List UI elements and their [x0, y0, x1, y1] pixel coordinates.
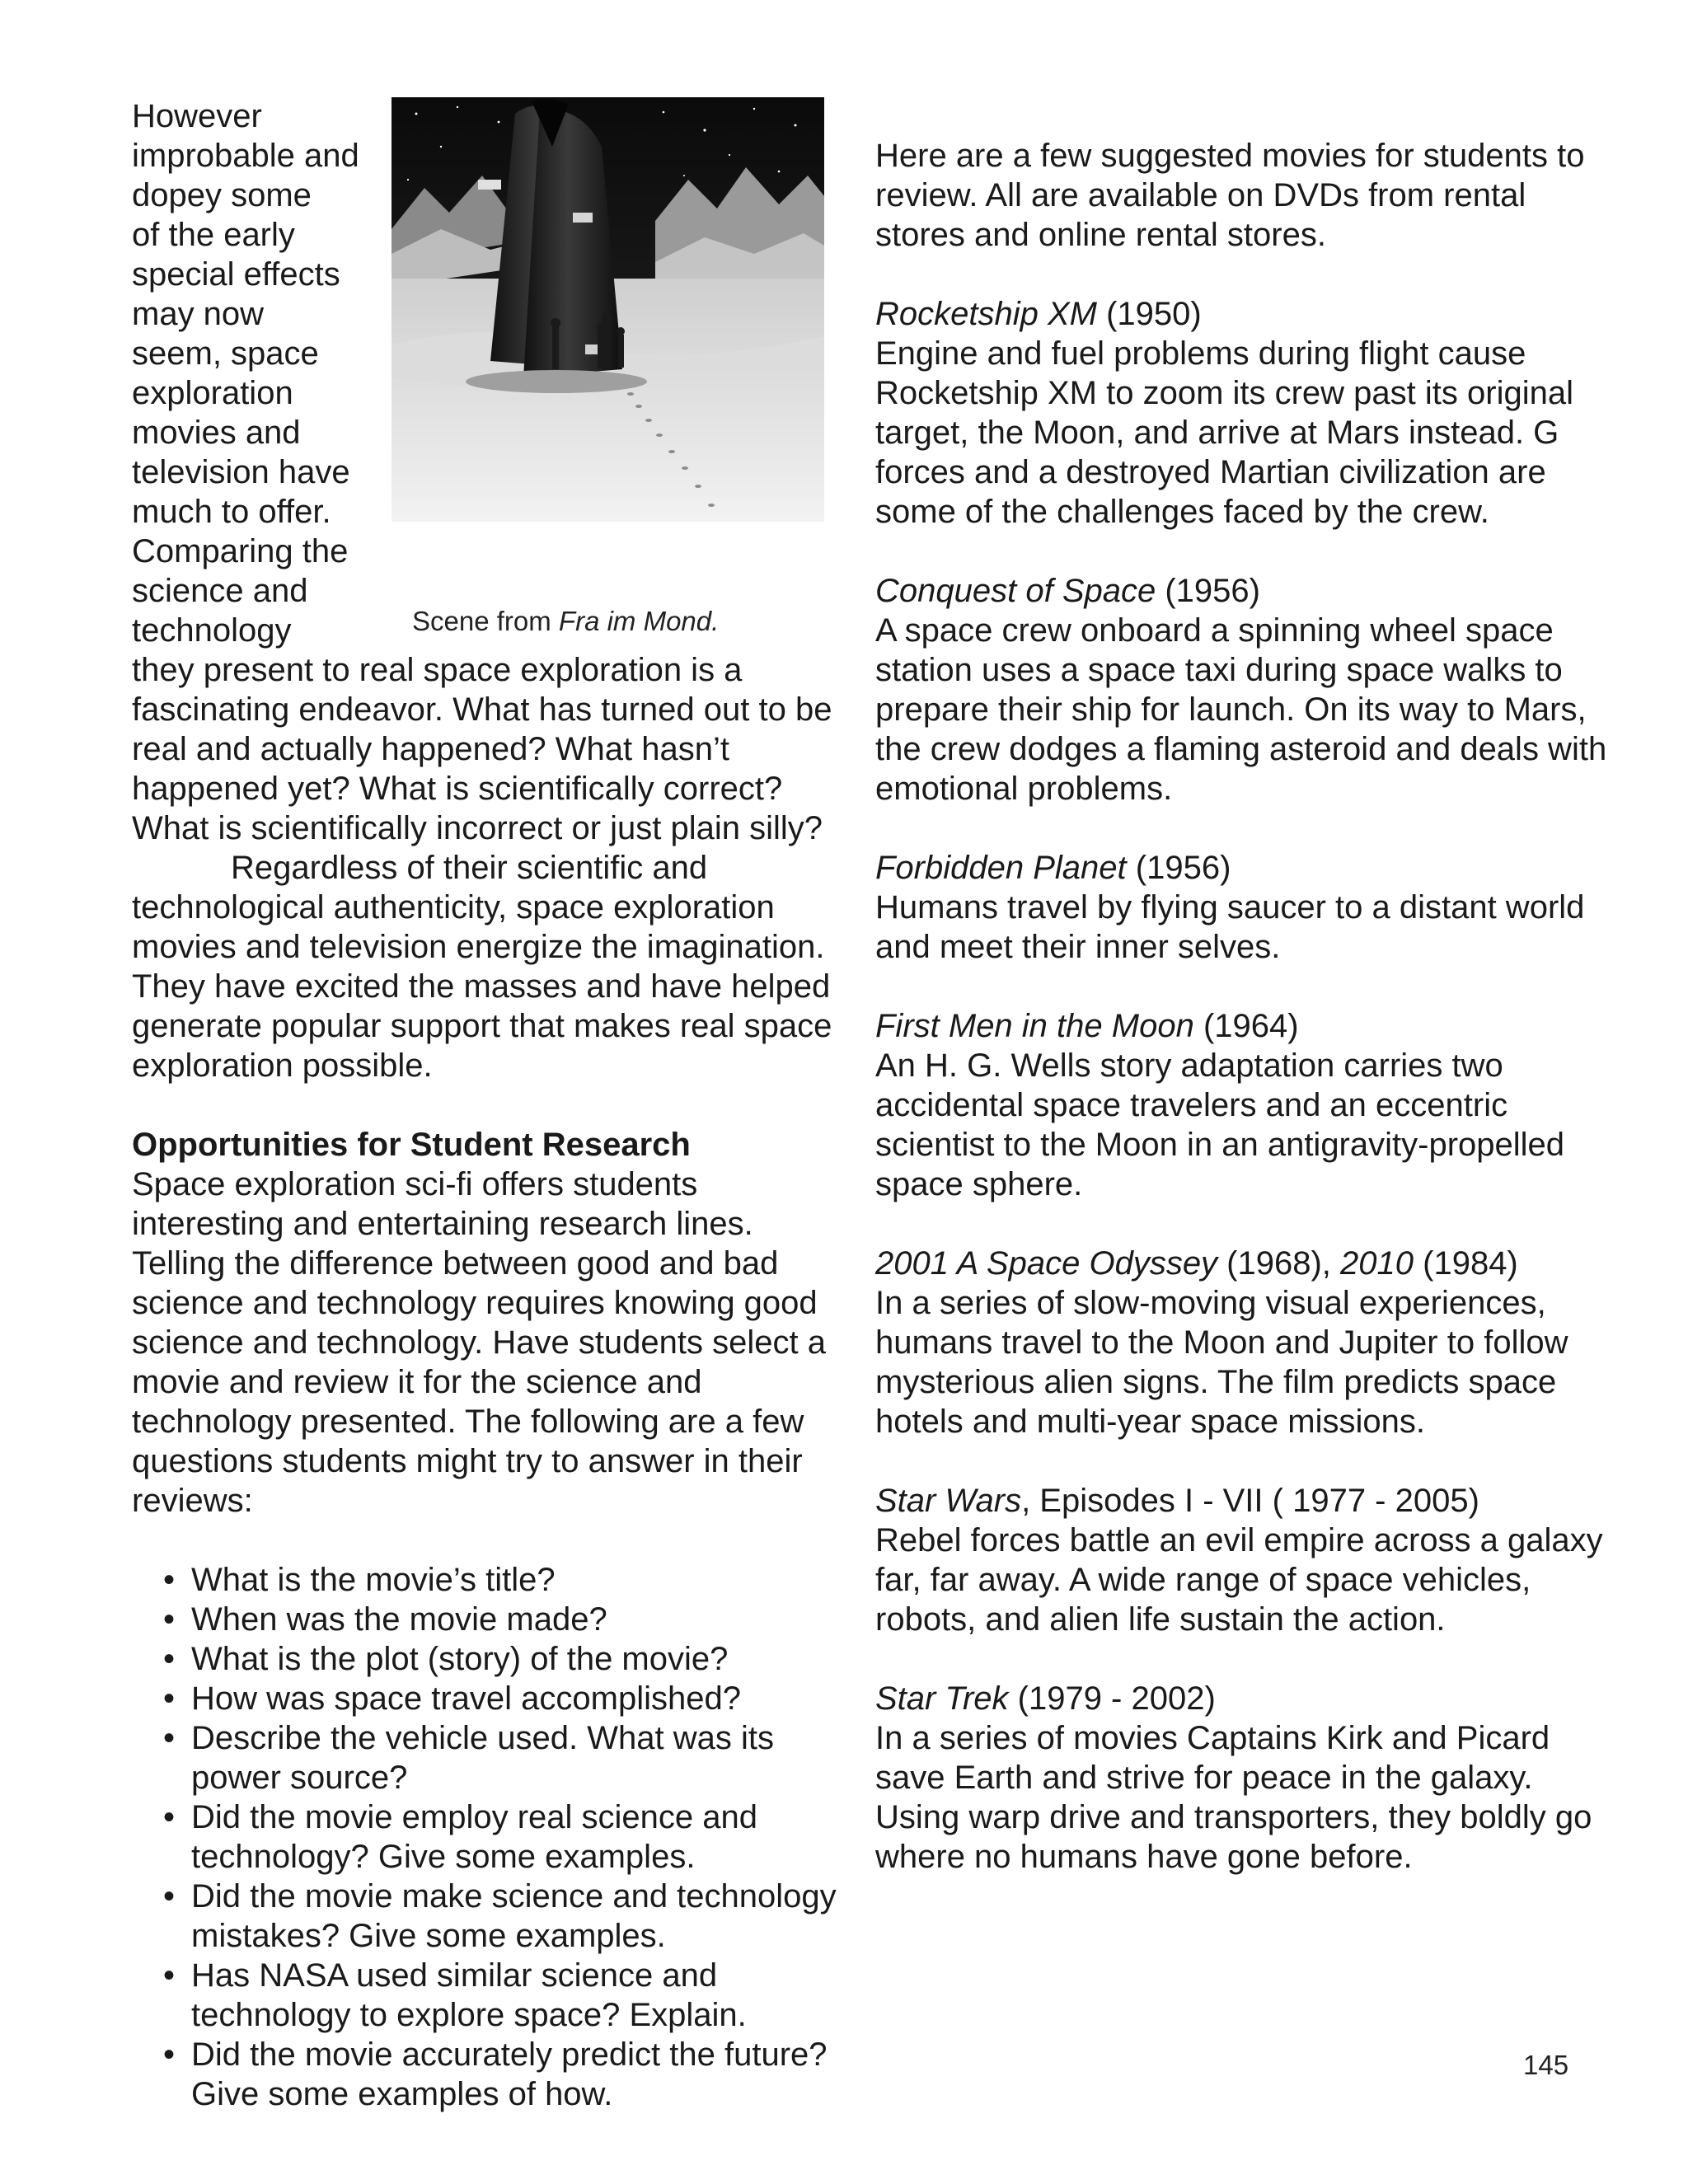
list-item: • Has NASA used similar science and technology to explore space? Explain. — [163, 1956, 849, 2035]
left-column — [132, 96, 849, 2114]
movie-entry — [875, 1006, 1609, 1204]
list-item: • What is the movie’s title? — [163, 1560, 849, 1600]
list-item: • How was space travel accomplished? — [163, 1679, 849, 1718]
intro-line: special effects — [132, 256, 340, 293]
movie-year: (1950) — [1096, 296, 1202, 332]
intro-line: much to offer. — [132, 494, 331, 530]
list-item: • Did the movie employ real science and technology? Give some examples. — [163, 1797, 849, 1877]
intro-line: Comparing the — [132, 533, 349, 569]
movie-description: In a series of movies Captains Kirk and Picard save Earth and strive for peace in the galaxy. Using warp drive and transporters, they boldly go where no humans have gone before. — [875, 1720, 1592, 1875]
movie-entry — [875, 294, 1609, 532]
movie-entry — [875, 1481, 1609, 1639]
caption-title: Fra im Mond. — [558, 606, 720, 636]
movie-entry — [875, 571, 1609, 808]
movie-year-second: (1984) — [1414, 1245, 1518, 1282]
research-heading: Opportunities for Student Research — [132, 1127, 691, 1163]
movie-description: Humans travel by flying saucer to a distant world and meet their inner selves. — [875, 889, 1585, 965]
list-item: • Describe the vehicle used. What was its power source? — [163, 1718, 849, 1797]
research-paragraph: Space exploration sci-fi offers students interesting and entertaining research lines. Telling the difference between good and bad science and technology requires knowing good science and technology. Have students select a movie and review it for the science and technology presented. The following are a few questions students might try to answer in their reviews: — [132, 1166, 826, 1519]
authenticity-paragraph: Regardless of their scientific and technological authenticity, space exploration movies and television energize the imagination. They have excited the masses and have helped generate popular support that makes real space exploration possible. — [132, 850, 832, 1084]
intro-line: may now — [132, 296, 265, 332]
intro-line: technology — [132, 612, 292, 649]
movie-title-line — [875, 1244, 1609, 1283]
list-item: • Did the movie make science and technology mistakes? Give some examples. — [163, 1877, 849, 1956]
movie-title-line — [875, 1679, 1609, 1718]
list-item: • What is the plot (story) of the movie? — [163, 1639, 849, 1679]
movie-entry — [875, 848, 1609, 967]
movie-description: A space crew onboard a spinning wheel space station uses a space taxi during space walks to prepare their ship for launch. On its way to Mars, the crew dodges a flaming asteroid and deals with emotional problems. — [875, 612, 1607, 807]
movie-year: (1956) — [1126, 850, 1231, 886]
movie-description: Engine and fuel problems during flight cause Rocketship XM to zoom its crew past its original target, the Moon, and arrive at Mars instead. G forces and a destroyed Martian civilization are some of the challenges faced by the crew. — [875, 335, 1573, 530]
intro-line: However — [132, 98, 262, 134]
movie-title: Conquest of Space — [875, 573, 1156, 609]
movie-description: In a series of slow-moving visual experiences, humans travel to the Moon and Jupiter to follow mysterious alien signs. The film predicts space hotels and multi-year space missions. — [875, 1285, 1568, 1440]
movies-intro: Here are a few suggested movies for students to review. All are available on DVDs from rental stores and online rental stores. — [875, 138, 1585, 253]
movie-year: (1964) — [1193, 1008, 1299, 1044]
intro-line: dopey some — [132, 177, 312, 213]
intro-line: seem, space — [132, 335, 319, 372]
intro-line: television have — [132, 454, 350, 490]
intro-line: movies and — [132, 415, 301, 451]
movie-description: An H. G. Wells story adaptation carries two accidental space travelers and an eccentric scientist to the Moon in an antigravity-propelled space sphere. — [875, 1047, 1565, 1202]
movie-year: (1979 - 2002) — [1008, 1680, 1216, 1717]
movie-title: Rocketship XM — [875, 296, 1097, 332]
intro-wrapped-lines — [132, 96, 404, 650]
intro-line: science and — [132, 573, 308, 609]
intro-line: exploration — [132, 375, 293, 411]
movie-title: Forbidden Planet — [875, 850, 1127, 886]
movie-title-line — [875, 1481, 1609, 1521]
movie-title-second: 2010 — [1340, 1245, 1414, 1282]
list-item: • When was the movie made? — [163, 1600, 849, 1639]
movie-year: (1956) — [1156, 573, 1260, 609]
intro-line: of the early — [132, 217, 295, 253]
movie-title: Star Wars — [875, 1483, 1022, 1519]
movie-title: First Men in the Moon — [875, 1008, 1194, 1044]
caption-prefix: Scene from — [412, 606, 559, 636]
intro-paragraph-rest: they present to real space exploration is a fascinating endeavor. What has turned out to be real and actually happened? What hasn’t happened yet? What is scientifically correct? What is scientifically incorrect or just plain silly? — [132, 652, 832, 846]
movie-title-line — [875, 294, 1609, 334]
movie-title: 2001 A Space Odyssey — [875, 1245, 1218, 1282]
page-number: 145 — [1523, 2050, 1569, 2080]
right-column — [875, 136, 1609, 1877]
movie-title: Star Trek — [875, 1680, 1009, 1717]
movie-title-line — [875, 848, 1609, 888]
movie-title-line — [875, 571, 1609, 611]
review-questions-list — [132, 1560, 849, 2114]
movie-title-line — [875, 1006, 1609, 1046]
intro-line: improbable and — [132, 138, 359, 174]
movie-entry — [875, 1244, 1609, 1441]
movie-entry — [875, 1679, 1609, 1877]
movie-year: (1968), — [1217, 1245, 1341, 1282]
list-item: • Did the movie accurately predict the future? Give some examples of how. — [163, 2035, 849, 2114]
movie-description: Rebel forces battle an evil empire across a galaxy far, far away. A wide range of space vehicles, robots, and alien life sustain the action. — [875, 1522, 1603, 1638]
movie-year: , Episodes I - VII ( 1977 - 2005) — [1021, 1483, 1479, 1519]
